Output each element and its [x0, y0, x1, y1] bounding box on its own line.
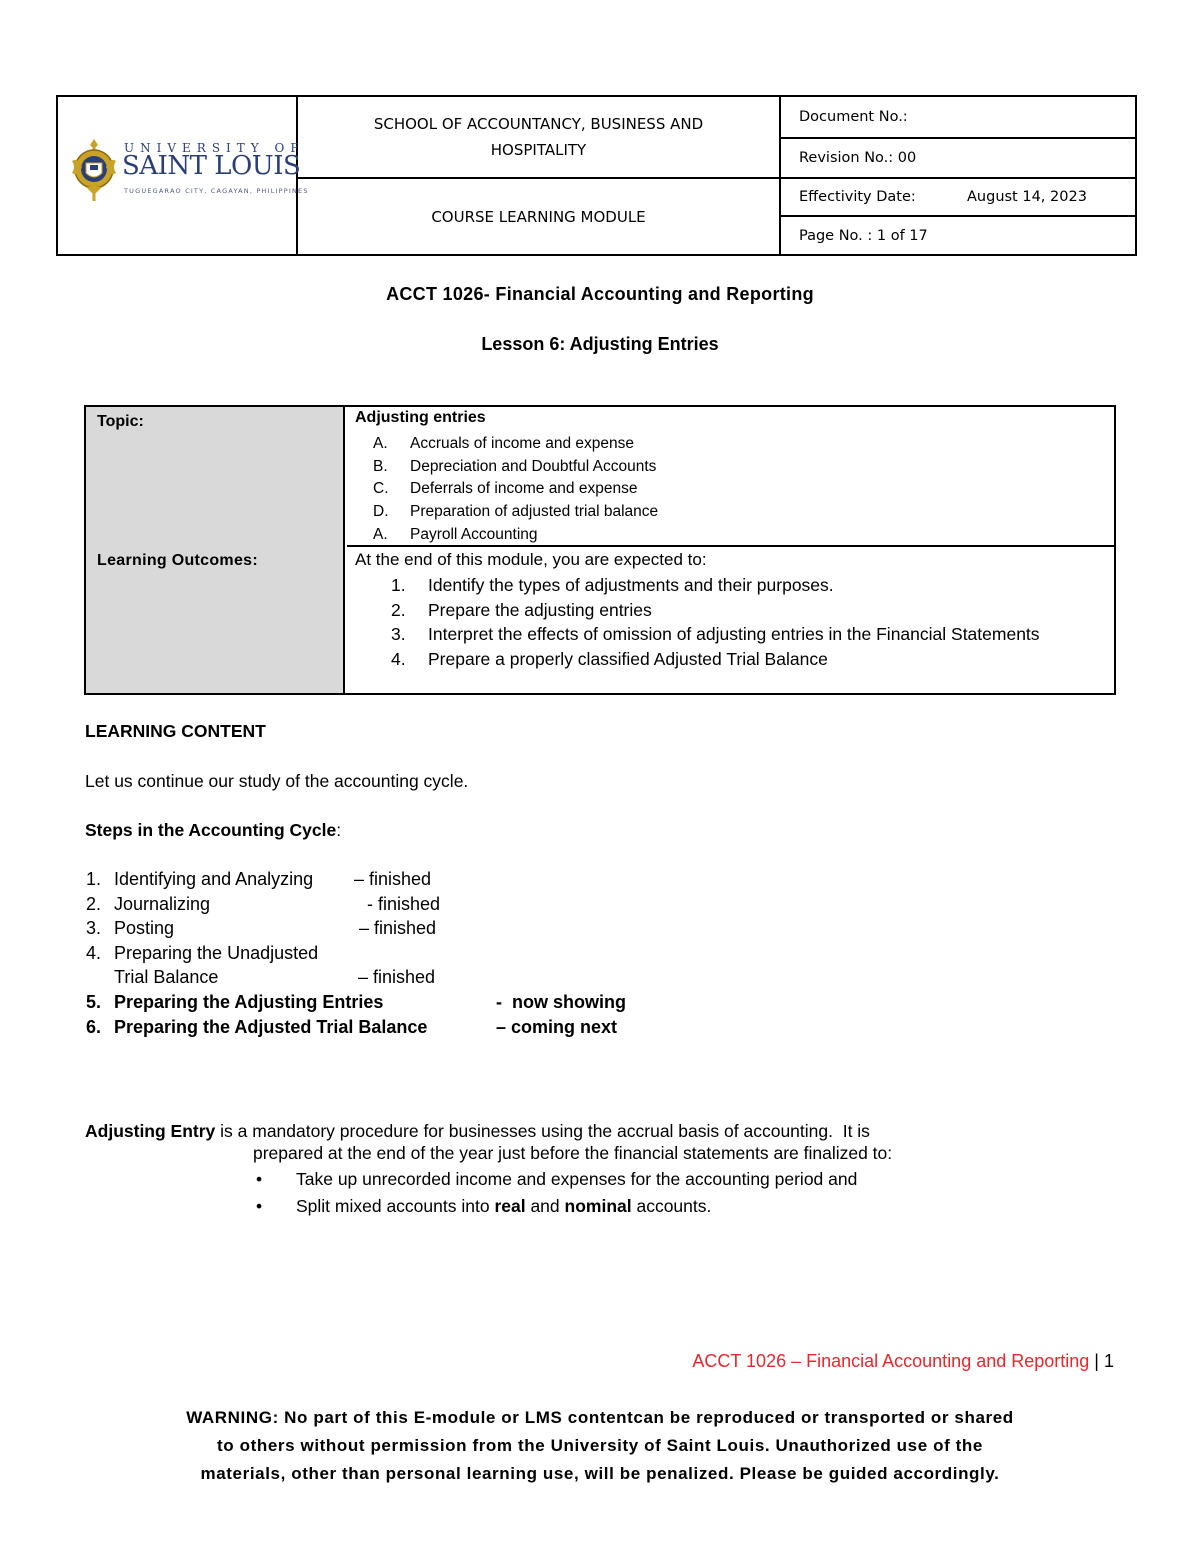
learning-content-intro: Let us continue our study of the accounting cycle. — [85, 771, 469, 791]
learning-content-heading: LEARNING CONTENT — [85, 721, 266, 741]
steps-heading: Steps in the Accounting Cycle — [85, 820, 337, 840]
page-no-label: Page No. : 1 of 17 — [799, 227, 928, 244]
outcomes-label: Learning Outcomes: — [97, 552, 258, 569]
adjusting-entry-definition-cont: prepared at the end of the year just before the financial statements are finalized to: — [253, 1143, 893, 1163]
outcome-text: Identify the types of adjustments and their purposes. — [428, 575, 834, 595]
effectivity-label: Effectivity Date: — [799, 189, 916, 205]
topic-letter: B. — [373, 457, 388, 475]
list-item — [373, 501, 658, 524]
outcome-text: Prepare a properly classified Adjusted Trial Balance — [428, 648, 828, 669]
list-item — [373, 523, 658, 546]
steps-heading-line — [85, 820, 341, 841]
outcomes-intro: At the end of this module, you are expected to: — [355, 550, 707, 569]
warning-line: WARNING: No part of this E-module or LMS contentcan be reproduced or transported or shared — [186, 1408, 1014, 1427]
list-item — [373, 478, 658, 501]
warning-notice — [0, 1404, 1200, 1488]
university-logo — [68, 137, 309, 207]
lesson-title: Lesson 6: Adjusting Entries — [481, 334, 719, 354]
list-item — [391, 647, 1101, 672]
topic-text: Accruals of income and expense — [410, 435, 635, 453]
page-no — [781, 217, 1135, 254]
list-item — [256, 1169, 857, 1190]
topic-letter: C. — [373, 480, 389, 498]
step-number: 3. — [86, 918, 102, 939]
step-label: Journalizing — [114, 893, 211, 914]
topic-list — [373, 433, 658, 546]
topic-table — [84, 405, 1116, 695]
steps-heading-colon: : — [336, 820, 342, 840]
list-item — [391, 598, 1101, 623]
step-label: Posting — [114, 918, 175, 939]
topic-letter: A. — [373, 435, 388, 453]
topic-label: Topic: — [97, 413, 144, 430]
header-middle — [298, 97, 781, 254]
outcome-text: Interpret the effects of omission of adjusting entries in the Financial Statements — [428, 624, 1040, 644]
step-label: Preparing the Adjusting Entries — [114, 991, 384, 1012]
footer-page-number: | 1 — [1089, 1351, 1114, 1371]
step-label: Preparing the Unadjusted — [114, 942, 319, 963]
step-status: – coming next — [496, 1016, 618, 1037]
adjusting-entry-term: Adjusting Entry — [85, 1121, 216, 1141]
effectivity-value: August 14, 2023 — [967, 189, 1087, 205]
revision-no — [781, 139, 1135, 179]
seal-icon — [68, 137, 120, 203]
step-label: Trial Balance — [114, 967, 219, 988]
step-label: Preparing the Adjusted Trial Balance — [114, 1016, 428, 1037]
university-logo-line2: SAINT LOUIS — [122, 151, 301, 181]
topic-table-label-column — [86, 407, 345, 693]
topic-text: Depreciation and Doubtful Accounts — [410, 457, 657, 475]
step-number: 6. — [86, 1016, 102, 1037]
logo-cell — [58, 97, 309, 254]
bullet-text: Take up unrecorded income and expenses for the accounting period and — [296, 1169, 858, 1189]
bullet-text-c: accounts. — [631, 1196, 712, 1216]
outcome-text: Prepare the adjusting entries — [428, 599, 652, 620]
step-status: – finished — [358, 967, 436, 988]
outcomes-list — [391, 573, 1101, 671]
adjusting-entry-definition — [85, 1119, 870, 1144]
list-item — [391, 622, 1101, 647]
list-item — [373, 456, 658, 479]
topic-letter: D. — [373, 503, 389, 521]
topic-heading: Adjusting entries — [355, 409, 486, 426]
outcome-number: 1. — [391, 575, 406, 595]
effectivity-date — [781, 179, 1135, 217]
list-item — [373, 433, 658, 456]
school-name: SCHOOL OF ACCOUNTANCY, BUSINESS AND HOSPITALITY — [298, 97, 779, 179]
bullet-text-b: and — [525, 1196, 565, 1216]
table-divider — [347, 545, 1114, 547]
warning-line: materials, other than personal learning use, will be penalized. Please be guided accordingly. — [200, 1464, 1000, 1483]
outcome-number: 4. — [391, 648, 406, 669]
step-status: – finished — [354, 869, 432, 889]
list-item — [256, 1196, 711, 1217]
bullet-icon: • — [256, 1169, 263, 1189]
step-number: 1. — [86, 869, 102, 889]
step-number: 2. — [86, 893, 102, 914]
warning-line: to others without permission from the University of Saint Louis. Unauthorized use of the — [217, 1436, 983, 1455]
bullet-text-nominal: nominal — [564, 1196, 632, 1216]
topic-text: Deferrals of income and expense — [410, 480, 638, 498]
bullet-text-real: real — [494, 1196, 526, 1216]
bullet-icon: • — [256, 1196, 263, 1216]
step-number: 4. — [86, 942, 102, 963]
step-status: – finished — [359, 918, 437, 939]
university-logo-line1: UNIVERSITY OF — [124, 141, 305, 155]
outcome-number: 3. — [391, 624, 406, 644]
step-number: 5. — [86, 991, 102, 1012]
step-label: Identifying and Analyzing — [114, 869, 314, 889]
list-item — [391, 573, 1101, 598]
document-no-label: Document No.: — [799, 109, 908, 125]
adjusting-entry-text: is a mandatory procedure for businesses using the accrual basis of accounting. It is — [215, 1121, 870, 1141]
topic-table-content-column — [347, 407, 1114, 693]
step-status: - now showing — [496, 991, 626, 1012]
page-footer — [692, 1351, 1114, 1372]
document-no — [781, 97, 1135, 139]
footer-course: ACCT 1026 – Financial Accounting and Reporting — [692, 1351, 1090, 1371]
topic-text: Payroll Accounting — [410, 525, 538, 543]
revision-no-label: Revision No.: 00 — [799, 150, 917, 166]
bullet-text-a: Split mixed accounts into — [296, 1196, 495, 1216]
outcome-number: 2. — [391, 599, 406, 620]
step-status: - finished — [367, 893, 441, 914]
university-logo-location: TUGUEGARAO CITY, CAGAYAN, PHILIPPINES — [124, 187, 309, 195]
module-type: COURSE LEARNING MODULE — [431, 207, 646, 226]
header-table — [56, 95, 1137, 256]
course-title: ACCT 1026- Financial Accounting and Reporting — [386, 284, 814, 304]
topic-text: Preparation of adjusted trial balance — [410, 503, 659, 521]
topic-letter: A. — [373, 525, 388, 543]
header-meta — [781, 97, 1135, 254]
